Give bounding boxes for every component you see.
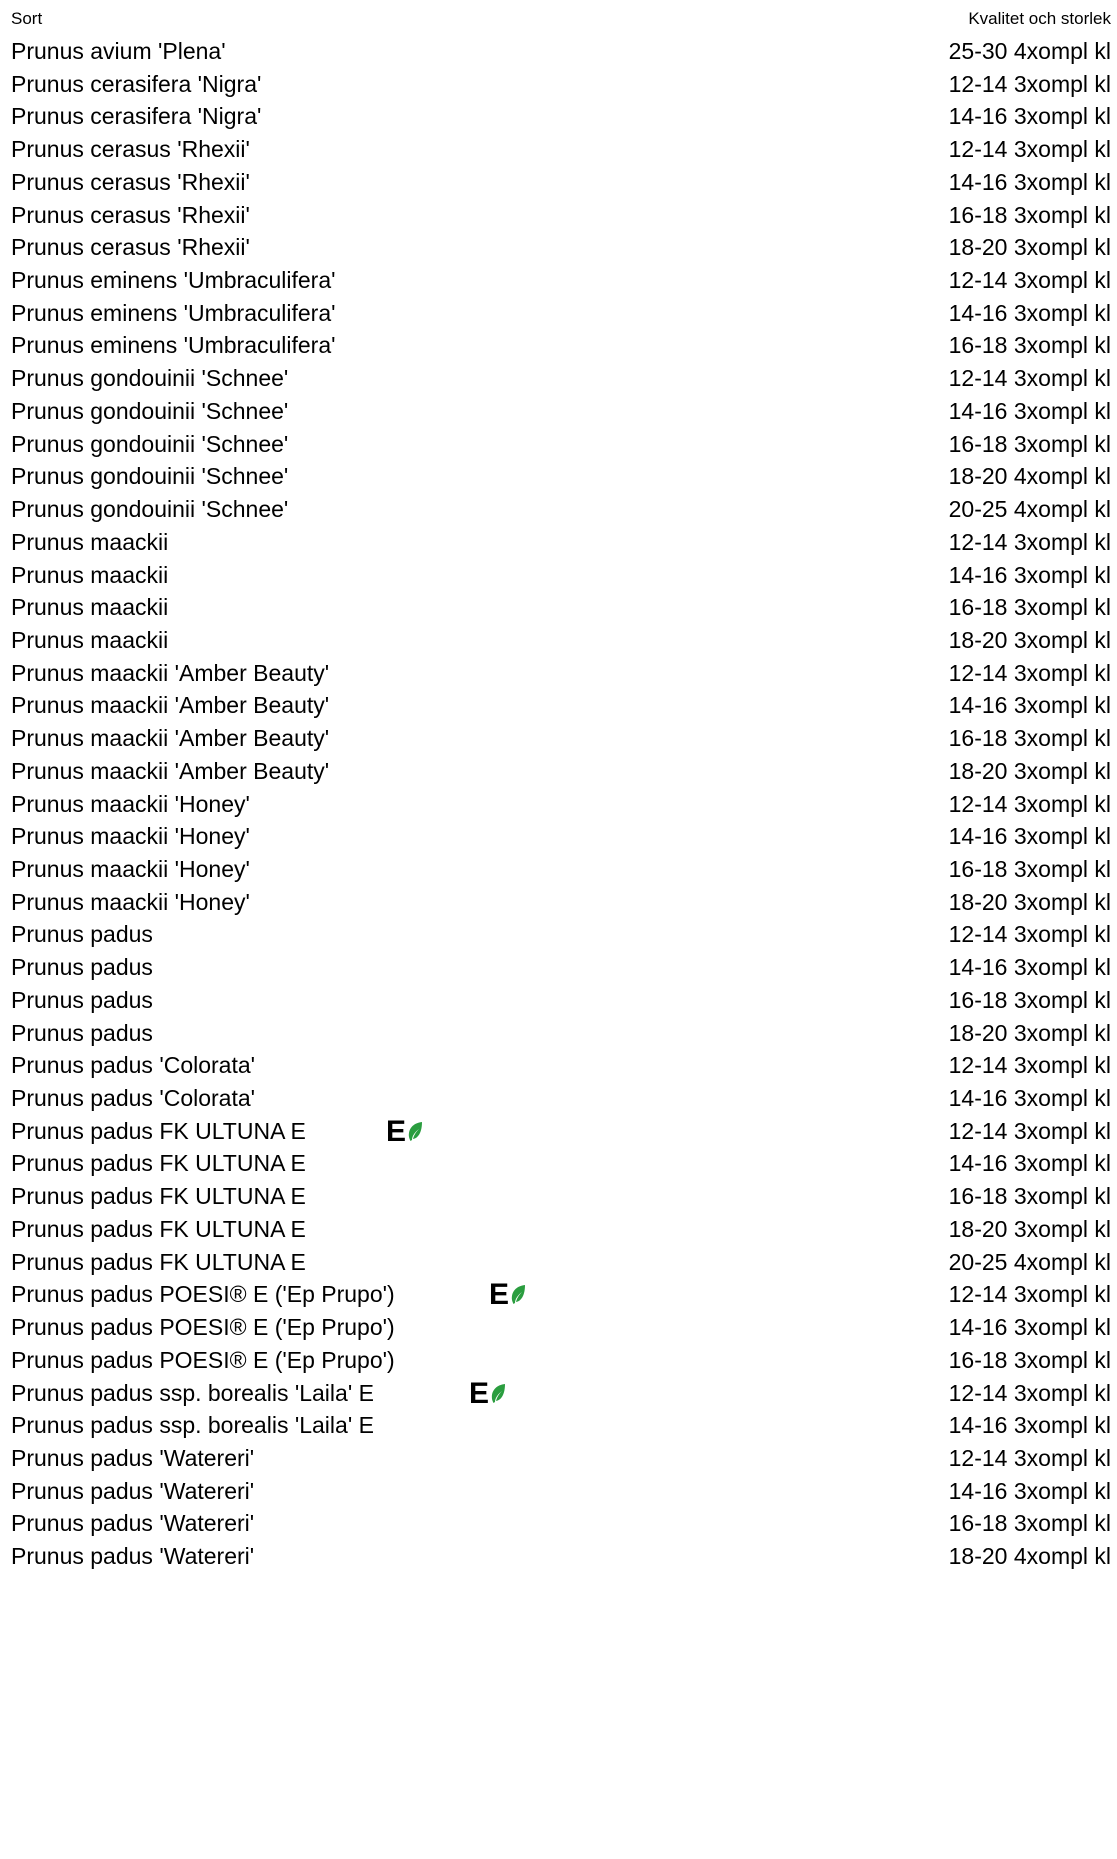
quality-size: 14-16 3xompl kl [948,823,1111,850]
plant-name: Prunus gondouinii 'Schnee' [11,496,289,523]
plant-name: Prunus gondouinii 'Schnee' [11,430,289,457]
plant-name: Prunus padus 'Watereri' [11,1510,255,1537]
quality-size: 18-20 3xompl kl [948,888,1111,915]
plant-name: Prunus padus FK ULTUNA E [11,1117,306,1144]
quality-size: 18-20 3xompl kl [948,1215,1111,1242]
plant-name: Prunus cerasus 'Rhexii' [11,201,250,228]
leaf-icon [510,1284,526,1306]
quality-size: 14-16 3xompl kl [948,561,1111,588]
plant-name: Prunus padus 'Colorata' [11,1052,256,1079]
plant-name: Prunus cerasus 'Rhexii' [11,168,250,195]
quality-size: 14-16 3xompl kl [948,1477,1111,1504]
quality-size: 25-30 4xompl kl [948,38,1111,64]
plant-name: Prunus avium 'Plena' [11,38,226,64]
quality-size: 12-14 3xompl kl [948,790,1111,817]
plant-name: Prunus padus POESI® E ('Ep Prupo') [11,1314,395,1341]
quality-size: 12-14 3xompl kl [948,1379,1111,1406]
quality-size: 16-18 3xompl kl [948,332,1111,359]
plant-name: Prunus maackii [11,594,169,621]
quality-size: 16-18 3xompl kl [948,856,1111,882]
plant-name: Prunus padus FK ULTUNA E [11,1215,306,1242]
e-plant-badge [489,1280,539,1310]
quality-size: 16-18 3xompl kl [948,725,1111,752]
plant-name: Prunus padus [11,921,153,948]
plant-name: Prunus cerasifera 'Nigra' [11,103,262,130]
leaf-icon [407,1121,423,1143]
quality-size: 16-18 3xompl kl [948,430,1111,457]
quality-size: 16-18 3xompl kl [948,1346,1111,1373]
quality-size: 12-14 3xompl kl [948,1052,1111,1079]
plant-name: Prunus eminens 'Umbraculifera' [11,299,336,326]
quality-size: 12-14 3xompl kl [948,659,1111,686]
quality-size: 18-20 3xompl kl [948,234,1111,261]
quality-size: 18-20 3xompl kl [948,1019,1111,1046]
plant-name: Prunus padus FK ULTUNA E [11,1248,306,1275]
plant-name: Prunus maackii [11,626,169,653]
plant-name: Prunus cerasifera 'Nigra' [11,70,262,97]
plant-name: Prunus maackii 'Honey' [11,823,250,850]
plant-name: Prunus padus ssp. borealis 'Laila' E [11,1412,374,1439]
plant-name: Prunus padus [11,954,153,981]
quality-size: 14-16 3xompl kl [948,1150,1111,1177]
quality-size: 14-16 3xompl kl [948,1412,1111,1439]
quality-size: 14-16 3xompl kl [948,397,1111,424]
plant-name: Prunus padus FK ULTUNA E [11,1150,306,1177]
plant-name: Prunus cerasus 'Rhexii' [11,234,250,261]
plant-name: Prunus padus [11,986,153,1013]
quality-size: 14-16 3xompl kl [948,103,1111,130]
plant-name: Prunus cerasus 'Rhexii' [11,136,250,163]
quality-size: 14-16 3xompl kl [948,692,1111,719]
plant-name: Prunus maackii 'Amber Beauty' [11,659,330,686]
quality-size: 12-14 3xompl kl [948,528,1111,555]
quality-size: 18-20 4xompl kl [948,1543,1111,1570]
quality-size: 20-25 4xompl kl [948,496,1111,523]
quality-size: 12-14 3xompl kl [948,1117,1111,1144]
plant-name: Prunus eminens 'Umbraculifera' [11,332,336,359]
quality-size: 14-16 3xompl kl [948,299,1111,326]
plant-name: Prunus padus ssp. borealis 'Laila' E [11,1379,374,1406]
plant-name: Prunus padus 'Watereri' [11,1444,255,1471]
quality-size: 12-14 3xompl kl [948,365,1111,392]
badge-letter: E [469,1376,490,1410]
quality-size: 18-20 3xompl kl [948,626,1111,653]
quality-size: 16-18 3xompl kl [948,594,1111,621]
quality-size: 12-14 3xompl kl [948,1281,1111,1308]
table-row [0,1536,1117,1574]
e-plant-badge [469,1376,519,1410]
quality-size: 12-14 3xompl kl [948,136,1111,163]
plant-name: Prunus padus 'Watereri' [11,1543,255,1570]
plant-name: Prunus maackii 'Amber Beauty' [11,692,330,719]
plant-name: Prunus padus POESI® E ('Ep Prupo') [11,1346,395,1373]
column-header-quality-size: Kvalitet och storlek [968,9,1111,28]
plant-name: Prunus gondouinii 'Schnee' [11,463,289,490]
quality-size: 12-14 3xompl kl [948,921,1111,948]
badge-letter: E [489,1278,510,1312]
quality-size: 16-18 3xompl kl [948,1510,1111,1537]
quality-size: 12-14 3xompl kl [948,1444,1111,1471]
plant-name: Prunus eminens 'Umbraculifera' [11,267,336,294]
plant-name: Prunus maackii 'Honey' [11,790,250,817]
leaf-icon [490,1383,506,1405]
plant-name: Prunus maackii [11,561,169,588]
plant-name: Prunus maackii 'Honey' [11,888,250,915]
quality-size: 18-20 3xompl kl [948,757,1111,784]
quality-size: 12-14 3xompl kl [948,267,1111,294]
quality-size: 20-25 4xompl kl [948,1248,1111,1275]
quality-size: 16-18 3xompl kl [948,986,1111,1013]
plant-name: Prunus padus [11,1019,153,1046]
quality-size: 16-18 3xompl kl [948,1183,1111,1210]
plant-name: Prunus maackii 'Amber Beauty' [11,757,330,784]
plant-name: Prunus maackii 'Amber Beauty' [11,725,330,752]
quality-size: 12-14 3xompl kl [948,70,1111,97]
quality-size: 18-20 4xompl kl [948,463,1111,490]
column-header-sort: Sort [11,9,43,28]
plant-name: Prunus padus FK ULTUNA E [11,1183,306,1210]
badge-letter: E [386,1114,407,1148]
e-plant-badge [386,1114,436,1148]
quality-size: 14-16 3xompl kl [948,954,1111,981]
plant-name: Prunus padus 'Watereri' [11,1477,255,1504]
quality-size: 14-16 3xompl kl [948,1085,1111,1112]
quality-size: 16-18 3xompl kl [948,201,1111,228]
quality-size: 14-16 3xompl kl [948,168,1111,195]
plant-name: Prunus padus POESI® E ('Ep Prupo') [11,1281,395,1308]
plant-name: Prunus padus 'Colorata' [11,1085,256,1112]
plant-name: Prunus gondouinii 'Schnee' [11,365,289,392]
plant-name: Prunus gondouinii 'Schnee' [11,397,289,424]
quality-size: 14-16 3xompl kl [948,1314,1111,1341]
plant-name: Prunus maackii [11,528,169,555]
plant-name: Prunus maackii 'Honey' [11,856,250,882]
